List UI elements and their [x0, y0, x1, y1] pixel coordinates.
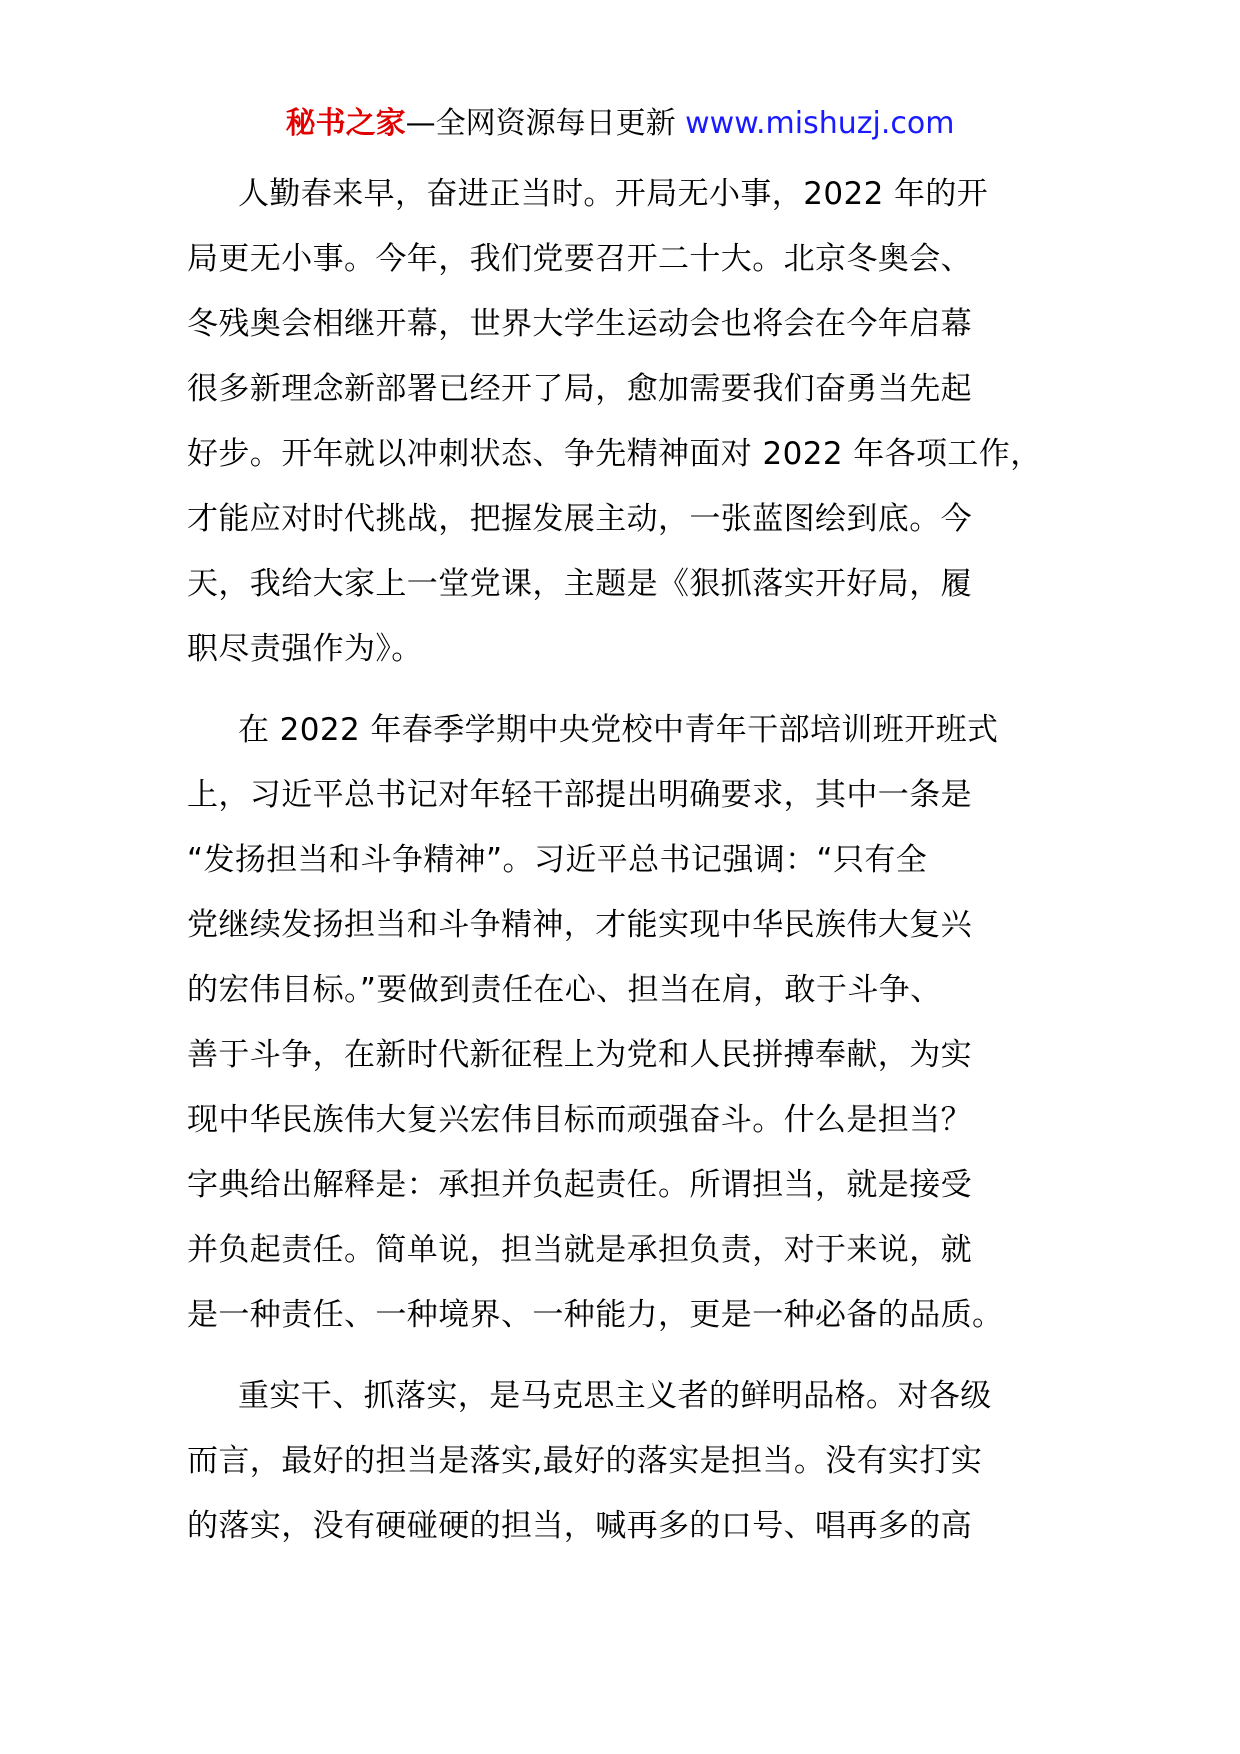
text-line: 天，我给大家上一堂党课，主题是《狠抓落实开好局，履	[187, 566, 972, 602]
text-line: 上，习近平总书记对年轻干部提出明确要求，其中一条是	[187, 777, 972, 813]
site-url-link[interactable]: www.mishuzj.com	[685, 106, 955, 141]
text-line: 重实干、抓落实，是马克思主义者的鲜明品格。对各级	[238, 1378, 992, 1414]
text-line: 人勤春来早，奋进正当时。开局无小事，2022 年的开	[238, 176, 989, 212]
text-line: 在 2022 年春季学期中央党校中青年干部培训班开班式	[238, 712, 999, 748]
header-tagline: —全网资源每日更新	[405, 106, 676, 141]
text-line: 现中华民族伟大复兴宏伟目标而顽强奋斗。什么是担当？	[187, 1102, 972, 1138]
text-line: 很多新理念新部署已经开了局，愈加需要我们奋勇当先起	[187, 371, 972, 407]
brand-name: 秘书之家	[285, 106, 406, 141]
site-header	[0, 104, 1240, 144]
text-line: 善于斗争，在新时代新征程上为党和人民拼搏奉献，为实	[187, 1037, 972, 1073]
text-line: 好步。开年就以冲刺状态、争先精神面对 2022 年各项工作，	[187, 436, 1042, 472]
text-line: 的落实，没有硬碰硬的担当，喊再多的口号、唱再多的高	[187, 1508, 972, 1544]
text-line: “发扬担当和斗争精神”。习近平总书记强调：“只有全	[187, 842, 928, 878]
paragraph-2	[187, 698, 1067, 1348]
text-line: 才能应对时代挑战，把握发展主动，一张蓝图绘到底。今	[187, 501, 972, 537]
text-line: 字典给出解释是：承担并负起责任。所谓担当，就是接受	[187, 1167, 972, 1203]
paragraph-1	[187, 162, 1067, 682]
text-line: 职尽责强作为》。	[187, 631, 423, 667]
text-line: 的宏伟目标。”要做到责任在心、担当在肩，敢于斗争、	[187, 972, 942, 1008]
text-line: 是一种责任、一种境界、一种能力，更是一种必备的品质。	[187, 1297, 1004, 1333]
paragraph-3	[187, 1364, 1067, 1559]
text-line: 并负起责任。简单说，担当就是承担负责，对于来说，就	[187, 1232, 972, 1268]
text-line: 而言，最好的担当是落实,最好的落实是担当。没有实打实	[187, 1443, 983, 1479]
text-line: 党继续发扬担当和斗争精神，才能实现中华民族伟大复兴	[187, 907, 972, 943]
text-line: 冬残奥会相继开幕，世界大学生运动会也将会在今年启幕	[187, 306, 972, 342]
text-line: 局更无小事。今年，我们党要召开二十大。北京冬奥会、	[187, 241, 972, 277]
document-body	[187, 162, 1067, 1575]
